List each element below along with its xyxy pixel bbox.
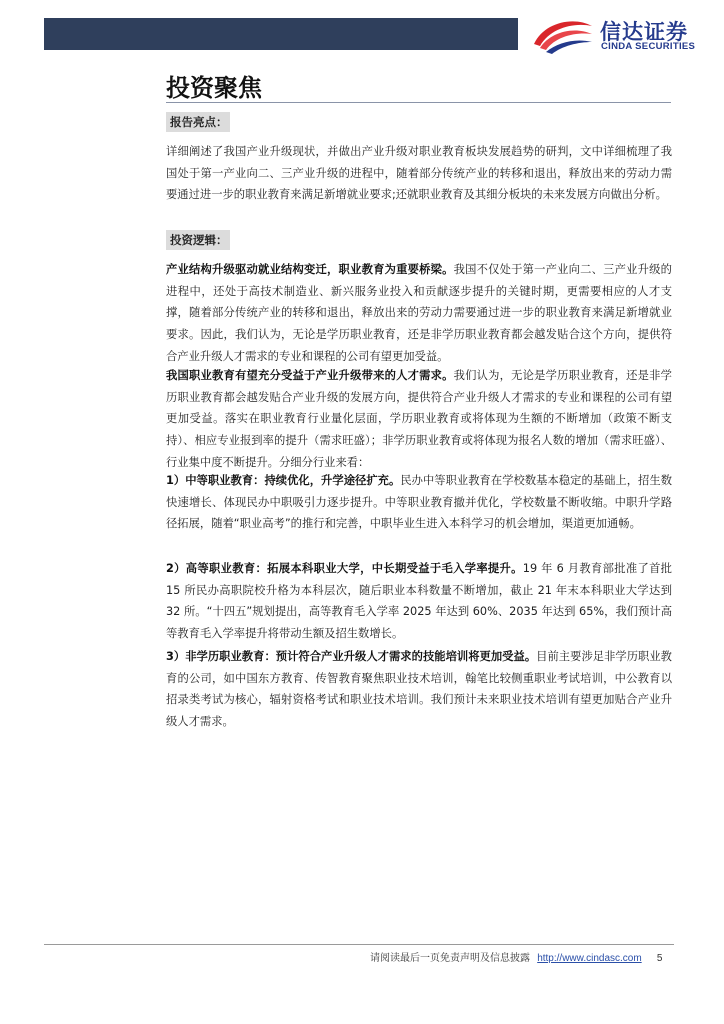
secondary-vocational-paragraph bbox=[166, 470, 672, 535]
page-footer bbox=[370, 949, 662, 964]
cinda-logo-icon bbox=[530, 14, 596, 56]
secondary-vocational-heading: 1）中等职业教育：持续优化，升学途径扩充。 bbox=[166, 474, 401, 487]
logo-english-text: CINDA SECURITIES bbox=[601, 41, 696, 52]
investment-logic-label: 投资逻辑： bbox=[166, 230, 230, 250]
footer-disclaimer: 请阅读最后一页免责声明及信息披露 bbox=[370, 953, 530, 964]
page-number: 5 bbox=[656, 953, 663, 964]
non-degree-vocational-heading: 3）非学历职业教育：预计符合产业升级人才需求的技能培训将更加受益。 bbox=[166, 650, 537, 663]
logic-paragraph-1-body: 我国不仅处于第一产业向二、三产业升级的进程中，还处于高技术制造业、新兴服务业投入和贡献逐步提升的关键时期，更需要相应的人才支撑，随着部分传统产业的转移和退出，释放出来的劳动力需要通过进一步的职业教育来满足新增就业要求。因此，我们认为，无论是学历职业教育，还是非学历职业教育都会越发贴合这个方向，提供符合产业升级人才需求的专业和课程的公司有望更加受益。 bbox=[166, 263, 672, 363]
footer-website-link[interactable]: http://www.cindasc.com bbox=[537, 953, 642, 964]
header-bar bbox=[44, 18, 518, 50]
footer-divider bbox=[44, 944, 674, 945]
higher-vocational-body: 19 年 6 月教育部批准了首批 15 所民办高职院校升格为本科层次，随后职业本科数量不断增加，截止 21 年末本科职业大学达到 32 所。“十四五”规划提出，高等教育毛入学率 2025 年达到 60%、2035 年达到 65%，我们预计高等教育毛入学率提升将带动生额及招生数增长。 bbox=[166, 562, 672, 641]
logic-paragraph-1 bbox=[166, 259, 672, 368]
non-degree-vocational-paragraph bbox=[166, 646, 672, 733]
logic-paragraph-2-body: 我们认为，无论是学历职业教育，还是非学历职业教育都会越发贴合产业升级的发展方向，提供符合产业升级人才需求的专业和课程的公司有望更加受益。落实在职业教育行业量化层面，学历职业教育或将体现为生额的不断增加（政策不断支持）、相应专业报到率的提升（需求旺盛）；非学历职业教育或将体现为报名人数的增加（需求旺盛）、行业集中度不断提升。分细分行业来看： bbox=[166, 369, 672, 469]
logic-paragraph-2-heading: 我国职业教育有望充分受益于产业升级带来的人才需求。 bbox=[166, 369, 454, 382]
higher-vocational-heading: 2）高等职业教育：拓展本科职业大学，中长期受益于毛入学率提升。 bbox=[166, 562, 523, 575]
logic-paragraph-1-heading: 产业结构升级驱动就业结构变迁，职业教育为重要桥梁。 bbox=[166, 263, 454, 276]
secondary-vocational-body: 民办中等职业教育在学校数基本稳定的基础上，招生数快速增长、体现民办中职吸引力逐步提升。中等职业教育撤并优化，学校数量不断收缩。中职升学路径拓展，随着“职业高考”的推行和完善，中职毕业生进入本科学习的机会增加，渠道更加通畅。 bbox=[166, 474, 672, 531]
higher-vocational-paragraph bbox=[166, 558, 672, 645]
logic-paragraph-2 bbox=[166, 365, 672, 474]
non-degree-vocational-body: 目前主要涉足非学历职业教育的公司，如中国东方教育、传智教育聚焦职业技术培训，翰笔比较侧重职业考试培训，中公教育以招录类考试为核心，辐射资格考试和职业技术培训。我们预计未来职业技术培训有望更加贴合产业升级人才需求。 bbox=[166, 650, 672, 729]
company-logo bbox=[530, 14, 710, 56]
highlights-paragraph: 详细阐述了我国产业升级现状，并做出产业升级对职业教育板块发展趋势的研判，文中详细梳理了我国处于第一产业向二、三产业升级的进程中，随着部分传统产业的转移和退出，释放出来的劳动力需要通过进一步的职业教育来满足新增就业要求;还就职业教育及其细分板块的未来发展方向做出分析。 bbox=[166, 145, 672, 202]
highlights-label: 报告亮点： bbox=[166, 112, 230, 132]
title-divider bbox=[166, 102, 671, 103]
page-title: 投资聚焦 bbox=[166, 74, 262, 102]
logo-chinese-text: 信达证券 bbox=[600, 20, 688, 44]
